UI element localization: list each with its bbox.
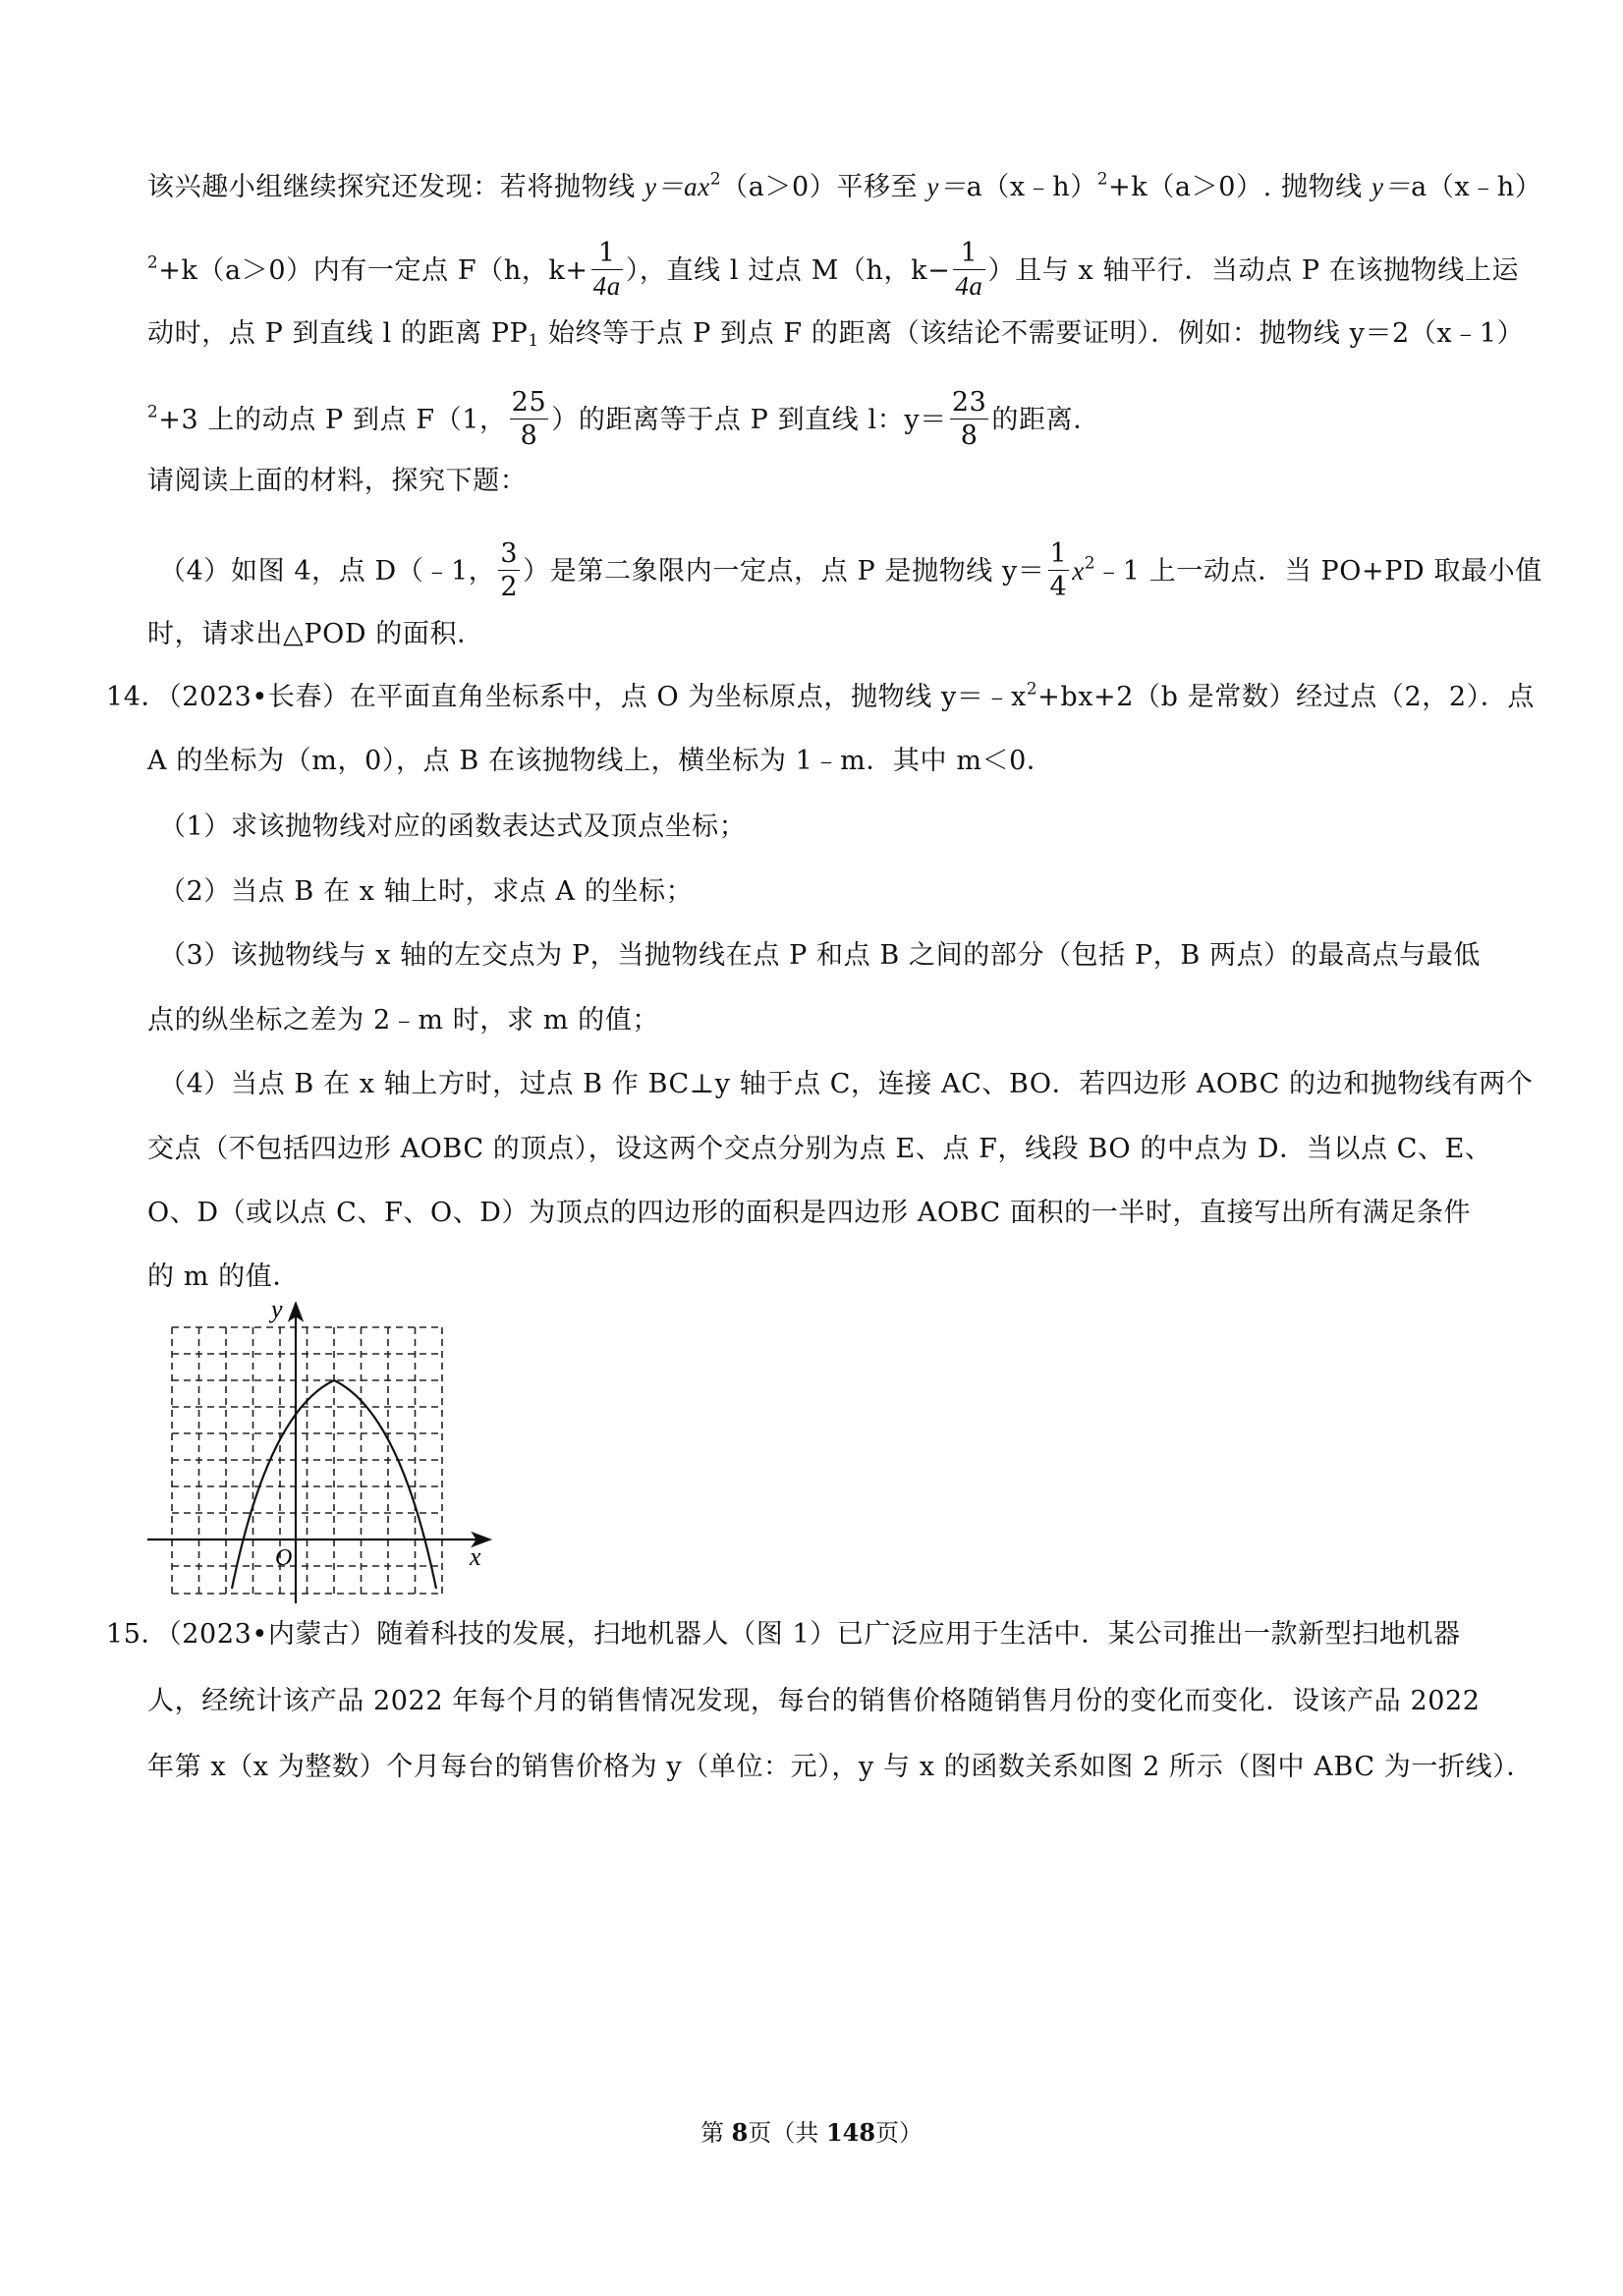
text: （4）当点 B 在 x 轴上方时，过点 B 作 BC⊥y 轴于点 C，连接 AC、BO．若四边形 AOBC 的边和抛物线有两个 bbox=[159, 1069, 1534, 1099]
text: （a＞0）平移至 bbox=[721, 172, 927, 202]
text: 请阅读上面的材料，探究下题： bbox=[147, 466, 528, 496]
fraction-numerator: 25 bbox=[511, 387, 547, 418]
text: A 的坐标为（m，0），点 B 在该抛物线上，横坐标为 1﹣m．其中 m＜0． bbox=[147, 746, 1054, 776]
text: ），直线 l 过点 M（h，k− bbox=[625, 255, 951, 286]
text-line bbox=[159, 936, 1535, 976]
fraction-denominator: 4 bbox=[1049, 572, 1068, 602]
text: 的距离． bbox=[991, 405, 1100, 435]
text: +k（a＞0）. 抛物线 bbox=[1108, 172, 1371, 202]
text: （2）当点 B 在 x 轴上时，求点 A 的坐标； bbox=[159, 876, 694, 907]
superscript: 2 bbox=[147, 401, 159, 421]
fraction-denominator: 4a bbox=[955, 271, 983, 301]
text: ﹣1 上一动点．当 PO+PD 取最小值 bbox=[1095, 556, 1542, 587]
x-axis-label: x bbox=[470, 1542, 481, 1571]
text: +3 上的动点 P 到点 F（1， bbox=[158, 405, 507, 435]
text: y＝ bbox=[926, 172, 967, 201]
text: +k（a＞0）内有一定点 F（h，k+ bbox=[158, 255, 588, 286]
text: 15．（2023•内蒙古）随着科技的发展，扫地机器人（图 1）已广泛应用于生活中．某公司推出一款新型扫地机器 bbox=[106, 1619, 1461, 1650]
fraction bbox=[591, 240, 623, 300]
text: ）的距离等于点 P 到直线 l：y＝ bbox=[551, 405, 947, 435]
text: 年第 x（x 为整数）个月每台的销售价格为 y（单位：元），y 与 x 的函数关系如图 2 所示（图中 ABC 为一折线）． bbox=[147, 1752, 1534, 1782]
text: 人，经统计该产品 2022 年每个月的销售情况发现，每台的销售价格随销售月份的变化而变化．设该产品 2022 bbox=[147, 1686, 1481, 1716]
text: （1）求该抛物线对应的函数表达式及顶点坐标； bbox=[159, 812, 747, 842]
text: 14．（2023•长春）在平面直角坐标系中，点 O 为坐标原点，抛物线 y＝﹣x bbox=[106, 682, 1027, 712]
footer-suffix: 页） bbox=[875, 2119, 923, 2147]
text: ）是第二象限内一定点，点 P 是抛物线 y＝ bbox=[523, 556, 1045, 587]
text-line bbox=[147, 387, 1523, 451]
text: ax bbox=[684, 172, 710, 201]
text: +bx+2（b 是常数）经过点（2，2）．点 bbox=[1037, 682, 1535, 712]
text-line bbox=[147, 462, 1523, 501]
fraction-numerator: 23 bbox=[951, 387, 987, 418]
text: 的 m 的值． bbox=[147, 1261, 300, 1292]
text-line bbox=[147, 167, 1542, 207]
fraction-numerator: 3 bbox=[500, 538, 519, 569]
problem-15-heading bbox=[106, 1615, 1482, 1654]
text: a（x﹣h） bbox=[1411, 172, 1542, 202]
text: y＝ bbox=[644, 172, 685, 201]
subscript: 1 bbox=[528, 330, 539, 351]
superscript: 2 bbox=[147, 252, 159, 272]
text: ）且与 x 轴平行．当动点 P 在该抛物线上运 bbox=[987, 255, 1520, 286]
axes bbox=[147, 1304, 489, 1603]
text: 始终等于点 P 到点 F 的距离（该结论不需要证明）．例如：抛物线 y＝2（x﹣1） bbox=[538, 318, 1525, 349]
y-axis-label: y bbox=[271, 1302, 283, 1323]
text-line bbox=[147, 1748, 1534, 1787]
fraction-denominator: 8 bbox=[960, 420, 979, 451]
text: 动时，点 P 到直线 l 的距离 PP bbox=[147, 318, 529, 349]
text: 交点（不包括四边形 AOBC 的顶点），设这两个交点分别为点 E、点 F，线段 BO 的中点为 D．当以点 C、E、 bbox=[147, 1134, 1492, 1164]
fraction bbox=[953, 240, 984, 300]
dashed-grid bbox=[172, 1327, 442, 1594]
text-line bbox=[147, 1258, 1523, 1297]
superscript: 2 bbox=[1084, 552, 1096, 573]
page-footer bbox=[0, 2118, 1623, 2148]
text-line bbox=[147, 1001, 1523, 1040]
text: y＝ bbox=[1371, 172, 1412, 201]
fraction bbox=[510, 389, 549, 449]
text: a（x﹣h） bbox=[966, 172, 1097, 202]
fraction bbox=[950, 389, 989, 449]
text: 时，请求出△POD 的面积． bbox=[147, 619, 484, 649]
fraction-denominator: 2 bbox=[500, 572, 519, 602]
text: （4）如图 4，点 D（﹣1， bbox=[159, 556, 496, 587]
text-line bbox=[147, 742, 1523, 781]
fraction-denominator: 8 bbox=[520, 420, 538, 451]
text-line bbox=[147, 1194, 1523, 1233]
footer-middle: 页（共 bbox=[748, 2119, 826, 2147]
fraction bbox=[1048, 540, 1070, 600]
fraction-numerator: 1 bbox=[953, 240, 984, 270]
text: （3）该抛物线与 x 轴的左交点为 P，当抛物线在点 P 和点 B 之间的部分（包括 P，B 两点）的最高点与最低 bbox=[159, 940, 1482, 971]
text-line bbox=[159, 872, 1535, 912]
parabola-figure bbox=[145, 1302, 511, 1606]
page-total: 148 bbox=[825, 2118, 876, 2147]
text-line bbox=[147, 615, 1523, 654]
text-line bbox=[159, 538, 1542, 602]
text-line bbox=[159, 808, 1535, 847]
fraction bbox=[498, 540, 520, 600]
text: 点的纵坐标之差为 2﹣m 时，求 m 的值； bbox=[147, 1005, 659, 1036]
superscript: 2 bbox=[709, 168, 722, 189]
text: O、D（或以点 C、F、O、D）为顶点的四边形的面积是四边形 AOBC 面积的一半时，直接写出所有满足条件 bbox=[147, 1198, 1472, 1228]
page-number: 8 bbox=[731, 2118, 749, 2147]
text-line bbox=[159, 1065, 1535, 1104]
fraction-numerator: 1 bbox=[591, 240, 623, 270]
text-line bbox=[147, 1682, 1523, 1721]
text-line bbox=[147, 314, 1523, 354]
problem-14-heading bbox=[106, 678, 1535, 717]
superscript: 2 bbox=[1026, 678, 1038, 699]
text-line bbox=[147, 1130, 1523, 1169]
fraction-denominator: 4a bbox=[592, 271, 621, 301]
superscript: 2 bbox=[1096, 168, 1109, 189]
text: 该兴趣小组继续探究还发现：若将抛物线 bbox=[147, 172, 644, 202]
text: x bbox=[1072, 556, 1085, 586]
fraction-numerator: 1 bbox=[1049, 538, 1068, 569]
footer-prefix: 第 bbox=[700, 2119, 732, 2147]
origin-label: O bbox=[275, 1545, 293, 1571]
text-line bbox=[147, 238, 1523, 302]
